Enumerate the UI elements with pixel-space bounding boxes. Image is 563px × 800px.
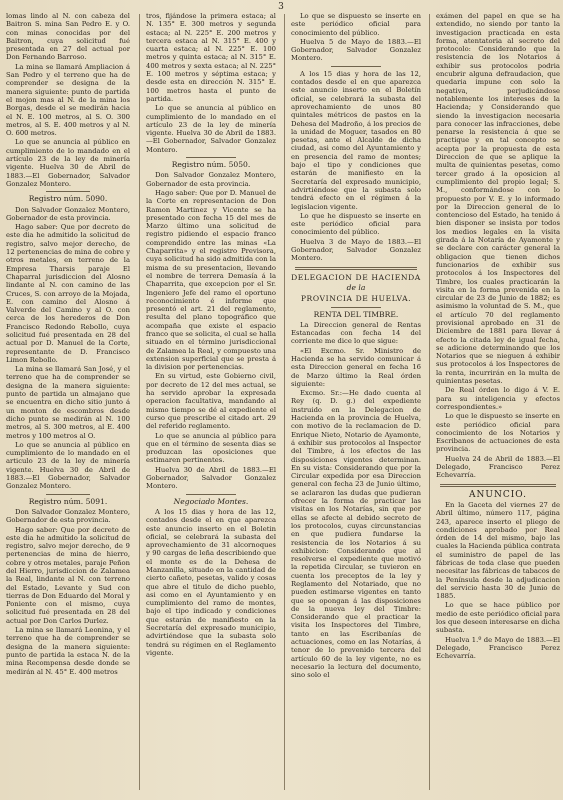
section-subhead: Negociado Montes.: [173, 496, 249, 506]
column-1: [6, 12, 130, 792]
separator: [186, 157, 236, 158]
registro-title: Registro núm. 5050.: [171, 160, 251, 170]
paragraph: Hago saber: Que por decreto de este dia he admitido la solicitud de registro, salvo mejor derecho, de 9 pertenencias de mina de hierro, cobre y otros metales, paraje Peñon del Hierro, jurisdiccion de Zalamea la Real, lindante al N. con terreno del Estado, Levante y Sud con tierras de Don Eduardo del Moral y Poniente con el mismo, cuya solicitud fué presentada en 28 del actual por Don Carlos Durlez.: [6, 525, 130, 625]
paragraph: Hago saber: Que por decreto de este dia he admitido la solicitud de registro, salvo mejor derecho, de 12 pertenencias de mina de cobre y otros metales, en terreno de la Empresa Tharsis paraje El Chaparral jurisdiccion del Alosno lindante al N. con camino de las Cruces, S. con arroyo de la Mojada, E. con camino del Alosno á Valverde del Camino y al O. con cerca de los herederos de Don Francisco Redondo Rebollo, cuya solicitud fué presentada en 28 del actual por D. Manuel de la Corte, representante de D. Francisco Limon Rebollo.: [6, 223, 130, 364]
section-subtitle: RENTA DEL TIMBRE.: [313, 309, 399, 319]
paragraph: exámen del papel en que se ha extendido, no siendo por tanto la investigacion practicada en esta forma, atentatoria al secreto del protocolo: Considerando que la resistencia de los Notarios á exhibir sus protocolos podria encubrir alguna defraudacion, que quedaria impune con solo la negativa, perjudicándose notablemente los intereses de la Hacienda; y Considerando que siendo la investigacion necesaria para conocer las infracciones, debe penarse la resistencia á que se practique y en tal concepto se acepta por la propuesta de esta Direccion de que se aplique la multa de quinientas pesetas, como tercer grado á la oposicion al cumplimiento del propio legal; S. M., conformándose con lo propuesto por V. E. y lo informado por la Direccion general de lo contencioso del Estado, ha tenido á bien disponer se insista por todos los medios legales en la visita girada á la Notaría de Ayamonte y se declare con carácter general la obligacion que tienen dichos funcionarios de exhibir sus protocolos á los Inspectores del Timbre, los cuales practicarán la visita en la forma prevenida en la circular de 23 de Junio de 1882; es asimismo la voluntad de S. M., que el artículo 70 del reglamento provisional aprobado en 31 de Diciembre de 1881 para llevar á efecto la citada ley de igual fecha, se adicione determinando que los Notarios que se nieguen á exhibir sus protocolos á los Inspectores de la renta, incurrirán en la multa de quinientas pesetas.: [436, 12, 560, 386]
paragraph: A los 15 dias y hora de las 12, contados desde el en que aparezca este anuncio inserto en el Boletín oficial, se celebrará la subasta del aprovechamiento de unos 80 quintales métricos de pastos en la Dehesa del Madroño, á los precios de la unidad de Moguer, tasados en 80 pesetas, ante el Alcalde de dicha ciudad, asi como del Ayuntamiento y en presencia del ramo de montes; bajo el tipo y condiciones que estarán de manifiesto en la Secretaría del expresado municipio, advirtiéndose que la subasta solo tendrá efecto en el régimen á la legislacion vigente.: [291, 69, 421, 211]
paragraph: Don Salvador Gonzalez Montero, Gobernador de esta provincia.: [6, 205, 130, 222]
paragraph: Don Salvador Gonzalez Montero, Gobernador de esta provincia.: [146, 171, 276, 188]
separator: [186, 494, 236, 495]
paragraph: Huelva 3 de Mayo de 1883.—El Gobernador, Salvador Gonzalez Montero.: [291, 237, 421, 263]
column-rule: [429, 14, 430, 790]
paragraph: Lo que se anuncia al público en cumplimiento de lo mandado en el artículo 23 de la ley de minería vigente. Huelva 30 de Abril de 1883.—El Gobernador, Salvador Gonzalez Montero.: [146, 104, 276, 154]
paragraph: Lo que he dispuesto se inserte en este periódico oficial para conocimiento del público.: [291, 211, 421, 237]
section-rule: [295, 267, 417, 270]
paragraph: Huelva 1.º de Mayo de 1883.—El Delegado, Francisco Perez Echevarría.: [436, 635, 560, 661]
column-rule: [284, 14, 285, 790]
paragraph: Huelva 30 de Abril de 1883.—El Gobernador, Salvador Gonzalez Montero.: [146, 465, 276, 491]
paragraph: La mina se llamará Leonina, y el terreno que ha de comprender se designa de la manera siguiente: punto de partida la estaca N. de la mina Recompensa desde donde se medirán al N. 45° E. 400 metros: [6, 626, 130, 676]
paragraph: Lo que le dispuesto se inserte en este periódico oficial para conocimiento de los Notarios y Escribanos de actuaciones de esta provincia.: [436, 412, 560, 454]
section-rule: [440, 484, 556, 487]
page-number: 3: [278, 2, 285, 12]
section-title-province: PROVINCIA DE HUELVA.: [300, 294, 412, 304]
paragraph: En su virtud, este Gobierno civil, por decreto de 12 del mes actual, se ha servido aprobar la expresada operacion facultativa, mandando al mismo tiempo se dé al expediente el curso que prescribe el citado art. 29 del referido reglamento.: [146, 372, 276, 431]
paragraph: Excmo. Sr.:—He dado cuenta al Rey (q. D. g.) del expediente instruido en la Delegacion de Hacienda en la provincia de Huelva, con motivo de la reclamacion de D. Enrique Nieto, Notario de Ayamonte, á exhibir sus protocolos al Inspector del Timbre, á los efectos de las disposiciones vigentes determinan. En su vista: Considerando que por la Circular expedida por esa Direccion general con fecha 23 de Junio último, se aclararon las dudas que pudieran ofrecer la forma de practicar las visitas en los Notarías, sin que por ellas se afecte al debido secreto de los protocolos, cuyas circunstancias en que pudiera fundarse la resistencia de los Notarios á su exhibicion: Considerando que al resolverse el expediente que motivó la repetida Circular, se tuvieron en cuenta los preceptos de la ley y Reglamento del Notariado, que no pueden estimarse vigentes en tanto que se opongan á las disposiciones de la nueva ley del Timbre: Considerando que el practicar la visita los Inspectores del Timbre, tanto en las Escribanías de actuaciones, como en las Notarías, á tenor de lo prevenido tercera del artículo 60 de la ley vigente, no es necesario la lectura del documento, sino solo el: [291, 389, 421, 680]
separator: [331, 66, 381, 67]
section-title: DELEGACION DE HACIENDA: [291, 272, 421, 282]
paragraph: Huelva 24 de Abril de 1883.—El Delegado, Francisco Perez Echevarría.: [436, 454, 560, 480]
paragraph: A los 15 dias y hora de las 12, contados desde el en que aparezca este anuncio inserto en el Boletin oficial, se celebrará la subasta del aprovechamiento de 31 alcornoques y 90 cargas de leña describiendo que el monte es de la Dehesa de Manzanilla, situado en la cantidad de cierto cañeto, pesetas, valido y cosas que abre el titulo de dicho pueblo, asi como en el Ayuntamiento y en cumplimiento del ramo de montes, bajo el tipo indicado y condiciones que estarán de manifiesto en la Secretaría del expresado municipio, advirtiéndose que la subasta solo tendrá su régimen en el Reglamento vigente.: [146, 507, 276, 657]
section-title-connector: de la: [346, 282, 366, 292]
paragraph: De Real órden lo digo á V. E. para su inteligencia y efectos correspondientes.»: [436, 386, 560, 411]
paragraph: Lo que se anuncia al público en cumplimiento de lo mandado en el artículo 23 de la ley de minería vigente. Huelva 30 de Abril de 1883.—El Gobernador, Salvador Gonzalez Montero.: [6, 138, 130, 188]
registro-title: Registro núm. 5091.: [28, 496, 108, 506]
column-3: [291, 12, 421, 792]
paragraph: La mina se llamará San José, y el terreno que ha de comprender se designa de la manera siguiente: punto de partida un almajano que se encuentra en dicho sitio junto á un monton de escombros desde dicho punto se medirán al N. 100 metros, al S. 300 metros, al E. 400 metros y 100 metros al O.: [6, 365, 130, 440]
separator: [331, 307, 381, 308]
paragraph: La Direccion general de Rentas Estancadas con fecha 14 del corriente me dice lo que sigue:: [291, 320, 421, 346]
paragraph: Huelva 5 de Mayo de 1883.—El Gobernador, Salvador Gonzalez Montero.: [291, 37, 421, 63]
column-2: [146, 12, 276, 792]
paragraph: Lo que se anuncia al público en cumplimiento de lo mandado en el articulo 23 de la ley de minería vigente. Huelva 30 de Abril de 1883.—El Gobernador, Salvador Gonzalez Montero.: [6, 440, 130, 491]
paragraph: Hago saber: Que por D. Manuel de la Corte en representacion de Don Ramon Martinez y Vicente se ha presentado con fecha 15 del mes de Marzo último una solicitud de registro pidiendo el espacio franco comprendido entre las minas «La Chaparrita» y el registro Previsora, cuya solicitud ha sido admitida con la misma de su presentacion, llevando el nombre de terrera Demasía á la Chaparrita, que excepcion por el Sr. Ingeniero Jefe del ramo el oportuno reconocimiento é informe que presentó el art. 21 del reglamento, resulta del plano topográfico que acompaña que existe el espacio franco que se solicita, el cual se halla situado en el término jurisdiccional de Zalamea la Real, y compuesto una extension superficial que se presta á la division por pertenencias.: [146, 188, 276, 372]
paragraph: Lo que se dispuesto se inserte en este periódico oficial para conocimiento del público.: [291, 12, 421, 37]
paragraph: lomas lindo al N. con cabeza del Baitron S. mina San Pedro E. y O. con minas conocidas por del Baitron, cuya solicitud fué presentada en 27 del actual por Don Fernando Barroso.: [6, 12, 130, 62]
paragraph: Don Salvador Gonzalez Montero, Gobernador de esta provincia.: [6, 507, 130, 525]
registro-title: Registro núm. 5090.: [28, 194, 108, 204]
paragraph: Lo que se anuncia al público para que en el término de sesenta dias se produzcan las oposiciones que estimaren pertinentes.: [146, 431, 276, 465]
paragraph: tros, fijándose la primera estaca; al N. 135° E. 300 metros y segunda estaca; al N. 225° E. 200 metros y tercera estaca al N. 315° E. 400 y cuarta estaca; al N. 225° E. 100 metros y quinta estaca; al N. 315° E. 400 metros y sexta estaca; al N. 225° E. 100 metros y séptima estaca; y desde esta en dirección N. 315° E. 100 metros hasta el punto de partida.: [146, 12, 276, 103]
paragraph: Lo que se hace público por medio de este periódico oficial para los que deseen interesarse en dicha subasta.: [436, 601, 560, 635]
paragraph: En la Gaceta del viernes 27 de Abril último, número 117, página 243, aparece inserto el pliego de condiciones aprobado por Real órden de 14 del mismo, bajo las cuales la Hacienda pública contrata el suministro de papel de las fábricas de toda clase que pueden necesitar las fábricas de tabacos de la Península desde la adjudicacion del servicio hasta 30 de Junio de 1885.: [436, 500, 560, 601]
separator: [46, 191, 90, 192]
column-4: [436, 12, 560, 792]
paragraph: La mina se llamará Ampliacion á San Pedro y el terreno que ha de comprender se designa de la manera siguiente: punto de partida el mojon mas al N. de la mina los Borgas, desde el se medirán hacia el N. E. 100 metros, al S. O. 300 metros, al S. E. 400 metros y al N. O. 600 metros.: [6, 62, 130, 138]
anuncio-title: ANUNCIO.: [469, 489, 527, 500]
paragraph: «El Excmo. Sr. Ministro de Hacienda se ha servido comunicar á esta Direccion general en fecha 16 de Marzo último la Real órden siguiente:: [291, 346, 421, 388]
separator: [46, 494, 90, 495]
column-rule: [139, 14, 140, 790]
